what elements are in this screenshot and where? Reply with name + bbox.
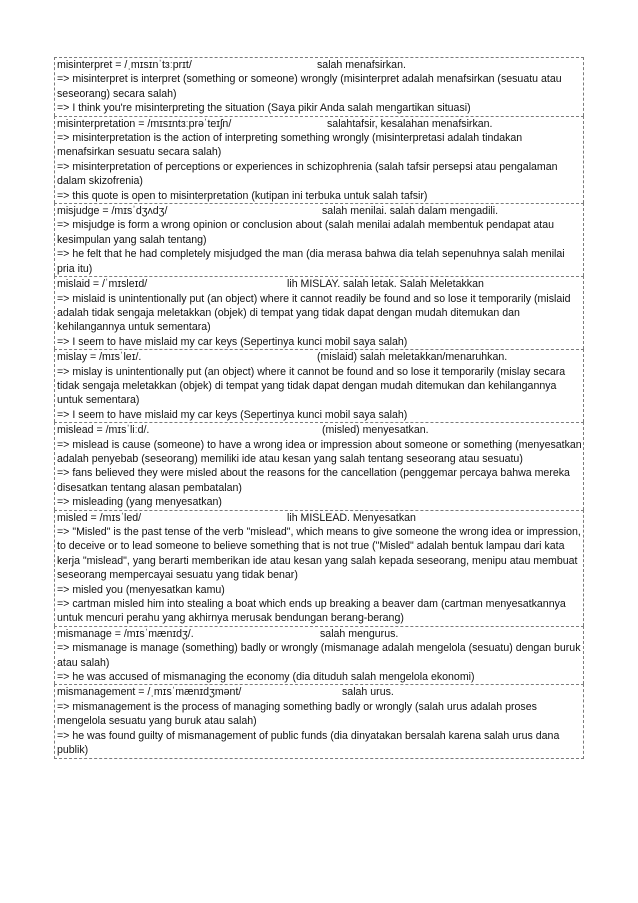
definition-line: => mislaid is unintentionally put (an object) where it cannot readily be found and so lose it temporarily (mislaid adalah tidak sengaja meletakkan (objek) di tempat yang tidak dapat dengan mudah ditemukan dan kehilangannya untuk sementara) [57, 292, 571, 334]
entry-headword [55, 423, 583, 437]
headword-pronunciation: misled = /mɪsˈled/ [57, 511, 142, 524]
entry-mismanagement [54, 684, 584, 758]
definition-line: => he was found guilty of mismanagement of public funds (dia dinyatakan bersalah karena salah urus dana publik) [57, 729, 560, 757]
headword-pronunciation: mislead = /mɪsˈliːd/. [57, 424, 150, 437]
definition-line: => mismanage is manage (something) badly or wrongly (mismanage adalah mengelola (sesuatu) dengan buruk atau salah) [57, 642, 581, 669]
definition-line: => misled you (menyesatkan kamu) [57, 583, 225, 596]
entry-headword [55, 685, 583, 699]
definition-line: => "Misled" is the past tense of the verb "mislead", which means to give someone the wrong idea or impression, to deceive or to lead someone to believe something that is not true ("Misled" adalah bentuk lampau dari kata kerja "mislead", yang berarti memberikan ide atau kesan yang salah kepada seseorang, menipu atau membuat seseorang mempercayai sesuatu yang tidak benar) [57, 526, 581, 582]
entry-misjudge [54, 203, 584, 276]
entry-mismanage [54, 626, 584, 685]
example-line: => he was accused of mismanaging the economy (dia dituduh salah mengelola ekonomi) [57, 671, 475, 684]
definition-line: => misjudge is form a wrong opinion or conclusion about (salah menilai adalah membentuk pendapat atau kesimpulan yang salah tentang) [57, 219, 555, 246]
entry-mislead [54, 422, 584, 509]
entry-headword [55, 350, 583, 364]
headword-pronunciation: misjudge = /mɪsˈdʒʌdʒ/ [57, 205, 168, 218]
entry-misled [54, 510, 584, 626]
dictionary-page [54, 57, 584, 759]
headword-translation: (misled) menyesatkan. [322, 424, 429, 437]
entry-headword [55, 277, 583, 291]
entry-headword [55, 511, 583, 525]
headword-pronunciation: misinterpret = /ˌmɪsɪnˈtɜːprɪt/ [57, 59, 192, 71]
entry-headword [55, 58, 583, 72]
headword-translation: lih MISLEAD. Menyesatkan [287, 511, 416, 524]
entry-headword [55, 627, 583, 641]
entry-headword [55, 204, 583, 218]
headword-translation: salahtafsir, kesalahan menafsirkan. [327, 117, 493, 130]
example-line: => I seem to have mislaid my car keys (Sepertinya kunci mobil saya salah) [57, 408, 408, 421]
example-line: => I think you're misinterpreting the situation (Saya pikir Anda salah mengartikan situasi) [57, 102, 471, 115]
headword-translation: (mislaid) salah meletakkan/menaruhkan. [317, 351, 508, 364]
headword-pronunciation: mislay = /mɪsˈleɪ/. [57, 351, 142, 364]
entry-mislaid [54, 276, 584, 349]
headword-translation: lih MISLAY. salah letak. Salah Meletakkan [287, 278, 484, 291]
headword-pronunciation: mismanage = /mɪsˈmænɪdʒ/. [57, 627, 194, 640]
entry-mislay [54, 349, 584, 422]
example-line: => this quote is open to misinterpretation (kutipan ini terbuka untuk salah tafsir) [57, 189, 428, 202]
definition-line: => fans believed they were misled about the reasons for the cancellation (penggemar percaya bahwa mereka disesatkan tentang alasan pembatalan) [57, 467, 570, 494]
headword-translation: salah urus. [342, 686, 394, 699]
entry-misinterpret [54, 57, 584, 116]
definition-line: => mislay is unintentionally put (an object) where it cannot be found and so lose it temporarily (mislay secara tidak sengaja meletakkan (objek) di tempat yang tidak dapat dengan mudah ditemukan dan kehilangannya untuk sementara) [57, 365, 566, 407]
example-line: => cartman misled him into stealing a boat which ends up breaking a beaver dam (cartman menyesatkannya untuk mencuri perahu yang akhirnya merusak bendungan berang-berang) [57, 598, 566, 625]
definition-line: => misinterpretation of perceptions or experiences in schizophrenia (salah tafsir persepsi atau pengalaman dalam skizofrenia) [57, 160, 558, 188]
headword-translation: salah menilai. salah dalam mengadili. [322, 205, 499, 218]
entry-headword [55, 117, 583, 131]
headword-translation: salah mengurus. [320, 627, 399, 640]
headword-pronunciation: mismanagement = /ˌmɪsˈmænɪdʒmənt/ [57, 686, 242, 699]
headword-translation: salah menafsirkan. [317, 59, 406, 71]
definition-line: => mislead is cause (someone) to have a wrong idea or impression about someone or something (menyesatkan adalah penyebab (seseorang) memiliki ide atau kesan yang salah tentang seseorang atau sesuatu) [57, 438, 582, 465]
entry-misinterpretation [54, 116, 584, 203]
definition-line: => misinterpretation is the action of interpreting something wrongly (misinterpretasi adalah tindakan menafsirkan sesuatu secara salah) [57, 132, 523, 159]
definition-line: => mismanagement is the process of managing something badly or wrongly (salah urus adalah proses mengelola sesuatu yang buruk atau salah) [57, 700, 537, 728]
definition-line: => misinterpret is interpret (something or someone) wrongly (misinterpret adalah menafsirkan (sesuatu atau seseorang) secara salah) [57, 73, 562, 100]
headword-pronunciation: misinterpretation = /mɪsɪntɜːprəˈteɪʃn/ [57, 117, 232, 130]
example-line: => I seem to have mislaid my car keys (Sepertinya kunci mobil saya salah) [57, 335, 408, 348]
example-line: => he felt that he had completely misjudged the man (dia merasa bahwa dia telah sepenuhnya salah menilai pria itu) [57, 248, 565, 275]
example-line: => misleading (yang menyesatkan) [57, 496, 222, 509]
headword-pronunciation: mislaid = /ˈmɪsleɪd/ [57, 278, 148, 291]
